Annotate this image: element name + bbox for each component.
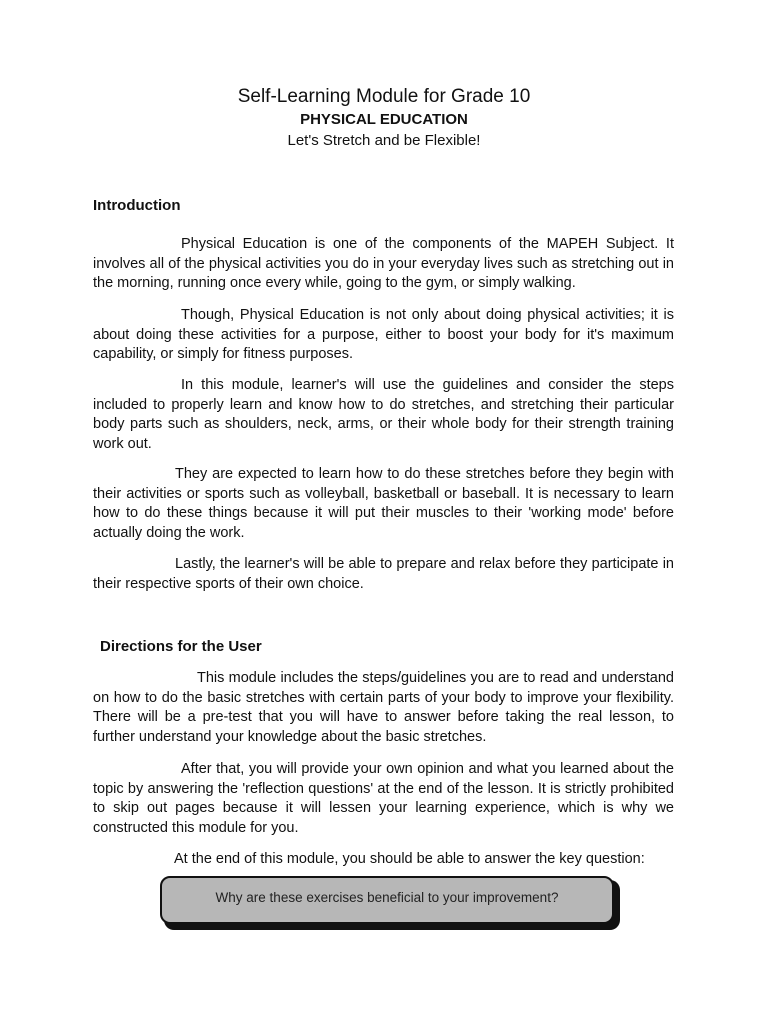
directions-paragraph: At the end of this module, you should be able to answer the key question: [174,851,645,867]
directions-paragraph: This module includes the steps/guidelines you are to read and understand on how to do the basic stretches with certain parts of your body to improve your flexibility. There will be a pre-test that you will have to answer before taking the real lesson, to further understand your knowledge about the basic stretches. [93,670,674,745]
introduction-paragraph: In this module, learner's will use the guidelines and consider the steps included to properly learn and know how to do stretches, and stretching their particular body parts such as shoulders, neck, arms, or their whole body for their strength training work out. [93,377,674,452]
introduction-paragraph: Physical Education is one of the components of the MAPEH Subject. It involves all of the physical activities you do in your everyday lives such as stretching out in the morning, running once every while, going to the gym, or simply walking. [93,236,674,292]
introduction-paragraph: Though, Physical Education is not only about doing physical activities; it is about doing these activities for a purpose, either to boost your body for it's maximum capability, or simply for fitness purposes. [93,307,674,363]
subject-title: PHYSICAL EDUCATION [300,111,468,128]
introduction-paragraph: Lastly, the learner's will be able to prepare and relax before they participate in their respective sports of their own choice. [93,556,674,592]
introduction-heading: Introduction [93,197,181,214]
module-tagline: Let's Stretch and be Flexible! [287,132,481,149]
module-title: Self-Learning Module for Grade 10 [237,86,531,107]
directions-heading: Directions for the User [100,638,262,655]
key-question-text: Why are these exercises beneficial to your improvement? [215,890,559,905]
introduction-paragraph: They are expected to learn how to do these stretches before they begin with their activities or sports such as volleyball, basketball or baseball. It is necessary to learn how to do these things because it will put their muscles to their 'working mode' before actually doing the work. [93,466,674,541]
directions-paragraph: After that, you will provide your own opinion and what you learned about the topic by answering the 'reflection questions' at the end of the lesson. It is strictly prohibited to skip out pages because it will lessen your learning experience, which is why we constructed this module for you. [93,761,674,836]
key-question-box [160,876,614,924]
